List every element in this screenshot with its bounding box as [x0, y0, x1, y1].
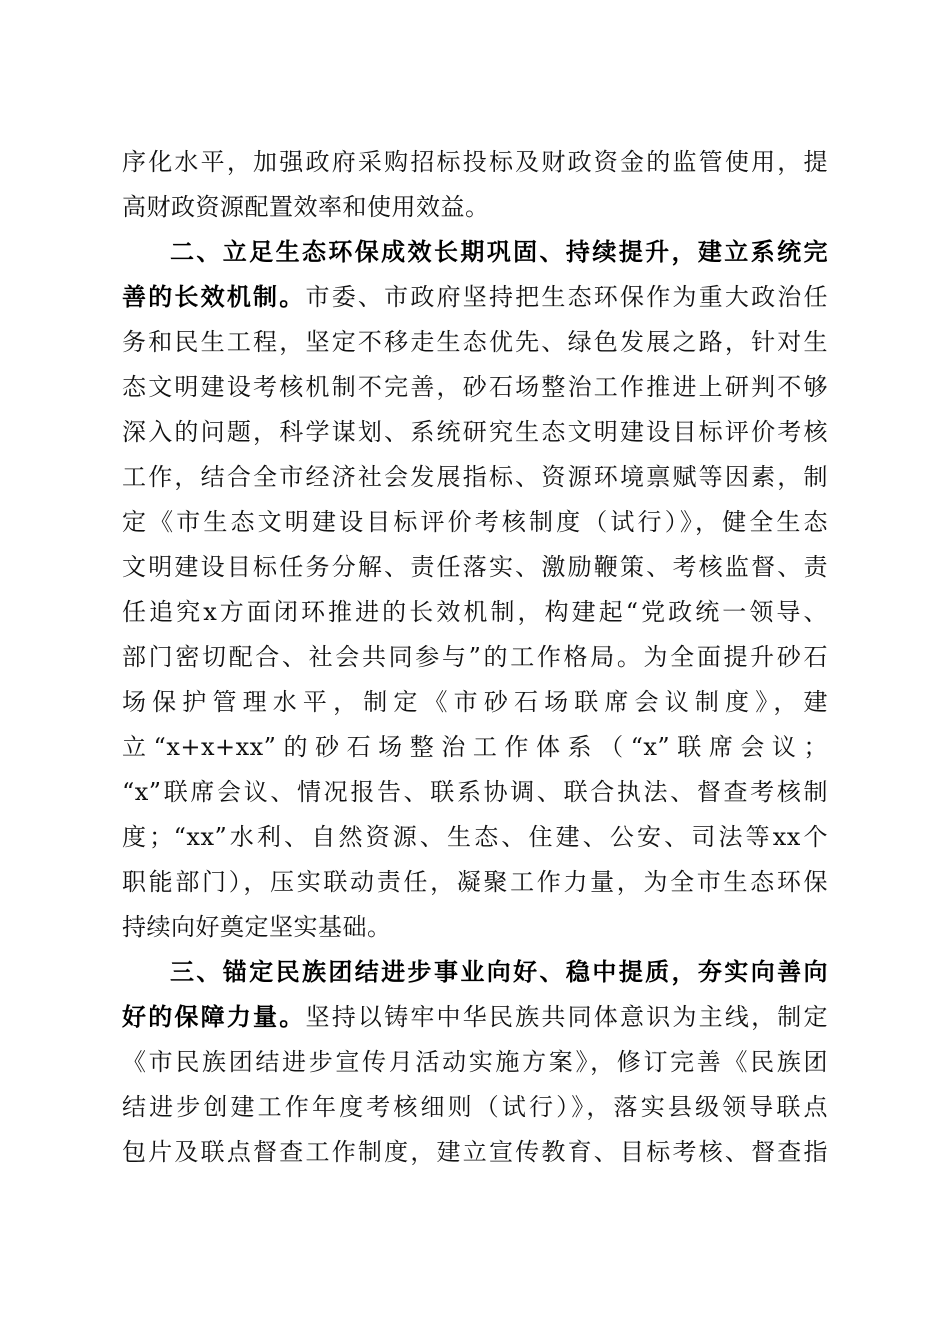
- paragraph-3-line-5: [122, 1130, 828, 1174]
- paragraph-2-line-12: [122, 725, 828, 769]
- paragraph-2-line-16: [122, 905, 828, 949]
- paragraph-3-line-3: [122, 1040, 828, 1084]
- paragraph-2-line-6: [122, 455, 828, 499]
- paragraph-1-line-2: [122, 185, 828, 229]
- body-text: 立“x+x+xx”的砂石场整治工作体系（“x”联席会议；: [122, 733, 828, 761]
- body-text: “x”联席会议、情况报告、联系协调、联合执法、督查考核制: [122, 778, 828, 806]
- paragraph-2-line-1: [170, 230, 828, 274]
- body-text: 任追究x方面闭环推进的长效机制，构建起“党政统一领导、: [122, 598, 828, 626]
- section-heading: 善的长效机制。: [122, 283, 306, 311]
- body-text: 持续向好奠定坚实基础。: [122, 913, 392, 941]
- paragraph-2-line-11: [122, 680, 828, 724]
- body-text: 定《市生态文明建设目标评价考核制度（试行）》，健全生态: [122, 508, 828, 536]
- body-text: 度；“xx”水利、自然资源、生态、住建、公安、司法等xx个: [122, 823, 828, 851]
- body-text: 序化水平，加强政府采购招标投标及财政资金的监管使用，提: [122, 148, 828, 176]
- body-text: 工作，结合全市经济社会发展指标、资源环境禀赋等因素，制: [122, 463, 828, 491]
- section-heading: 三、锚定民族团结进步事业向好、稳中提质，夯实向善向: [170, 958, 828, 986]
- paragraph-3-line-2: [122, 995, 828, 1039]
- body-text: 结进步创建工作年度考核细则（试行）》，落实县级领导联点: [122, 1093, 828, 1121]
- paragraph-2-line-4: [122, 365, 828, 409]
- section-heading: 好的保障力量。: [122, 1003, 306, 1031]
- body-text: 坚持以铸牢中华民族共同体意识为主线，制定: [305, 1003, 829, 1031]
- paragraph-2-line-2: [122, 275, 828, 319]
- section-heading: 二、立足生态环保成效长期巩固、持续提升，建立系统完: [170, 238, 828, 266]
- paragraph-2-line-10: [122, 635, 828, 679]
- paragraph-2-line-13: [122, 770, 828, 814]
- paragraph-2-line-15: [122, 860, 828, 904]
- body-text: 场保护管理水平，制定《市砂石场联席会议制度》，建: [122, 688, 828, 716]
- paragraph-2-line-8: [122, 545, 828, 589]
- body-text: 包片及联点督查工作制度，建立宣传教育、目标考核、督查指: [122, 1138, 828, 1166]
- paragraph-2-line-9: [122, 590, 828, 634]
- paragraph-1-line-1: [122, 140, 828, 184]
- body-text: 文明建设目标任务分解、责任落实、激励鞭策、考核监督、责: [122, 553, 828, 581]
- body-text: 态文明建设考核机制不完善，砂石场整治工作推进上研判不够: [122, 373, 828, 401]
- paragraph-3-line-1: [170, 950, 828, 994]
- paragraph-2-line-14: [122, 815, 828, 859]
- body-text: 职能部门），压实联动责任，凝聚工作力量，为全市生态环保: [122, 868, 828, 896]
- paragraph-2-line-3: [122, 320, 828, 364]
- body-text: 高财政资源配置效率和使用效益。: [122, 193, 490, 221]
- body-text: 《市民族团结进步宣传月活动实施方案》，修订完善《民族团: [122, 1048, 828, 1076]
- paragraph-2-line-5: [122, 410, 828, 454]
- paragraph-2-line-7: [122, 500, 828, 544]
- paragraph-3-line-4: [122, 1085, 828, 1129]
- body-text: 市委、市政府坚持把生态环保作为重大政治任: [305, 283, 829, 311]
- body-text: 深入的问题，科学谋划、系统研究生态文明建设目标评价考核: [122, 418, 828, 446]
- body-text: 务和民生工程，坚定不移走生态优先、绿色发展之路，针对生: [122, 328, 828, 356]
- body-text: 部门密切配合、社会共同参与”的工作格局。为全面提升砂石: [122, 643, 828, 671]
